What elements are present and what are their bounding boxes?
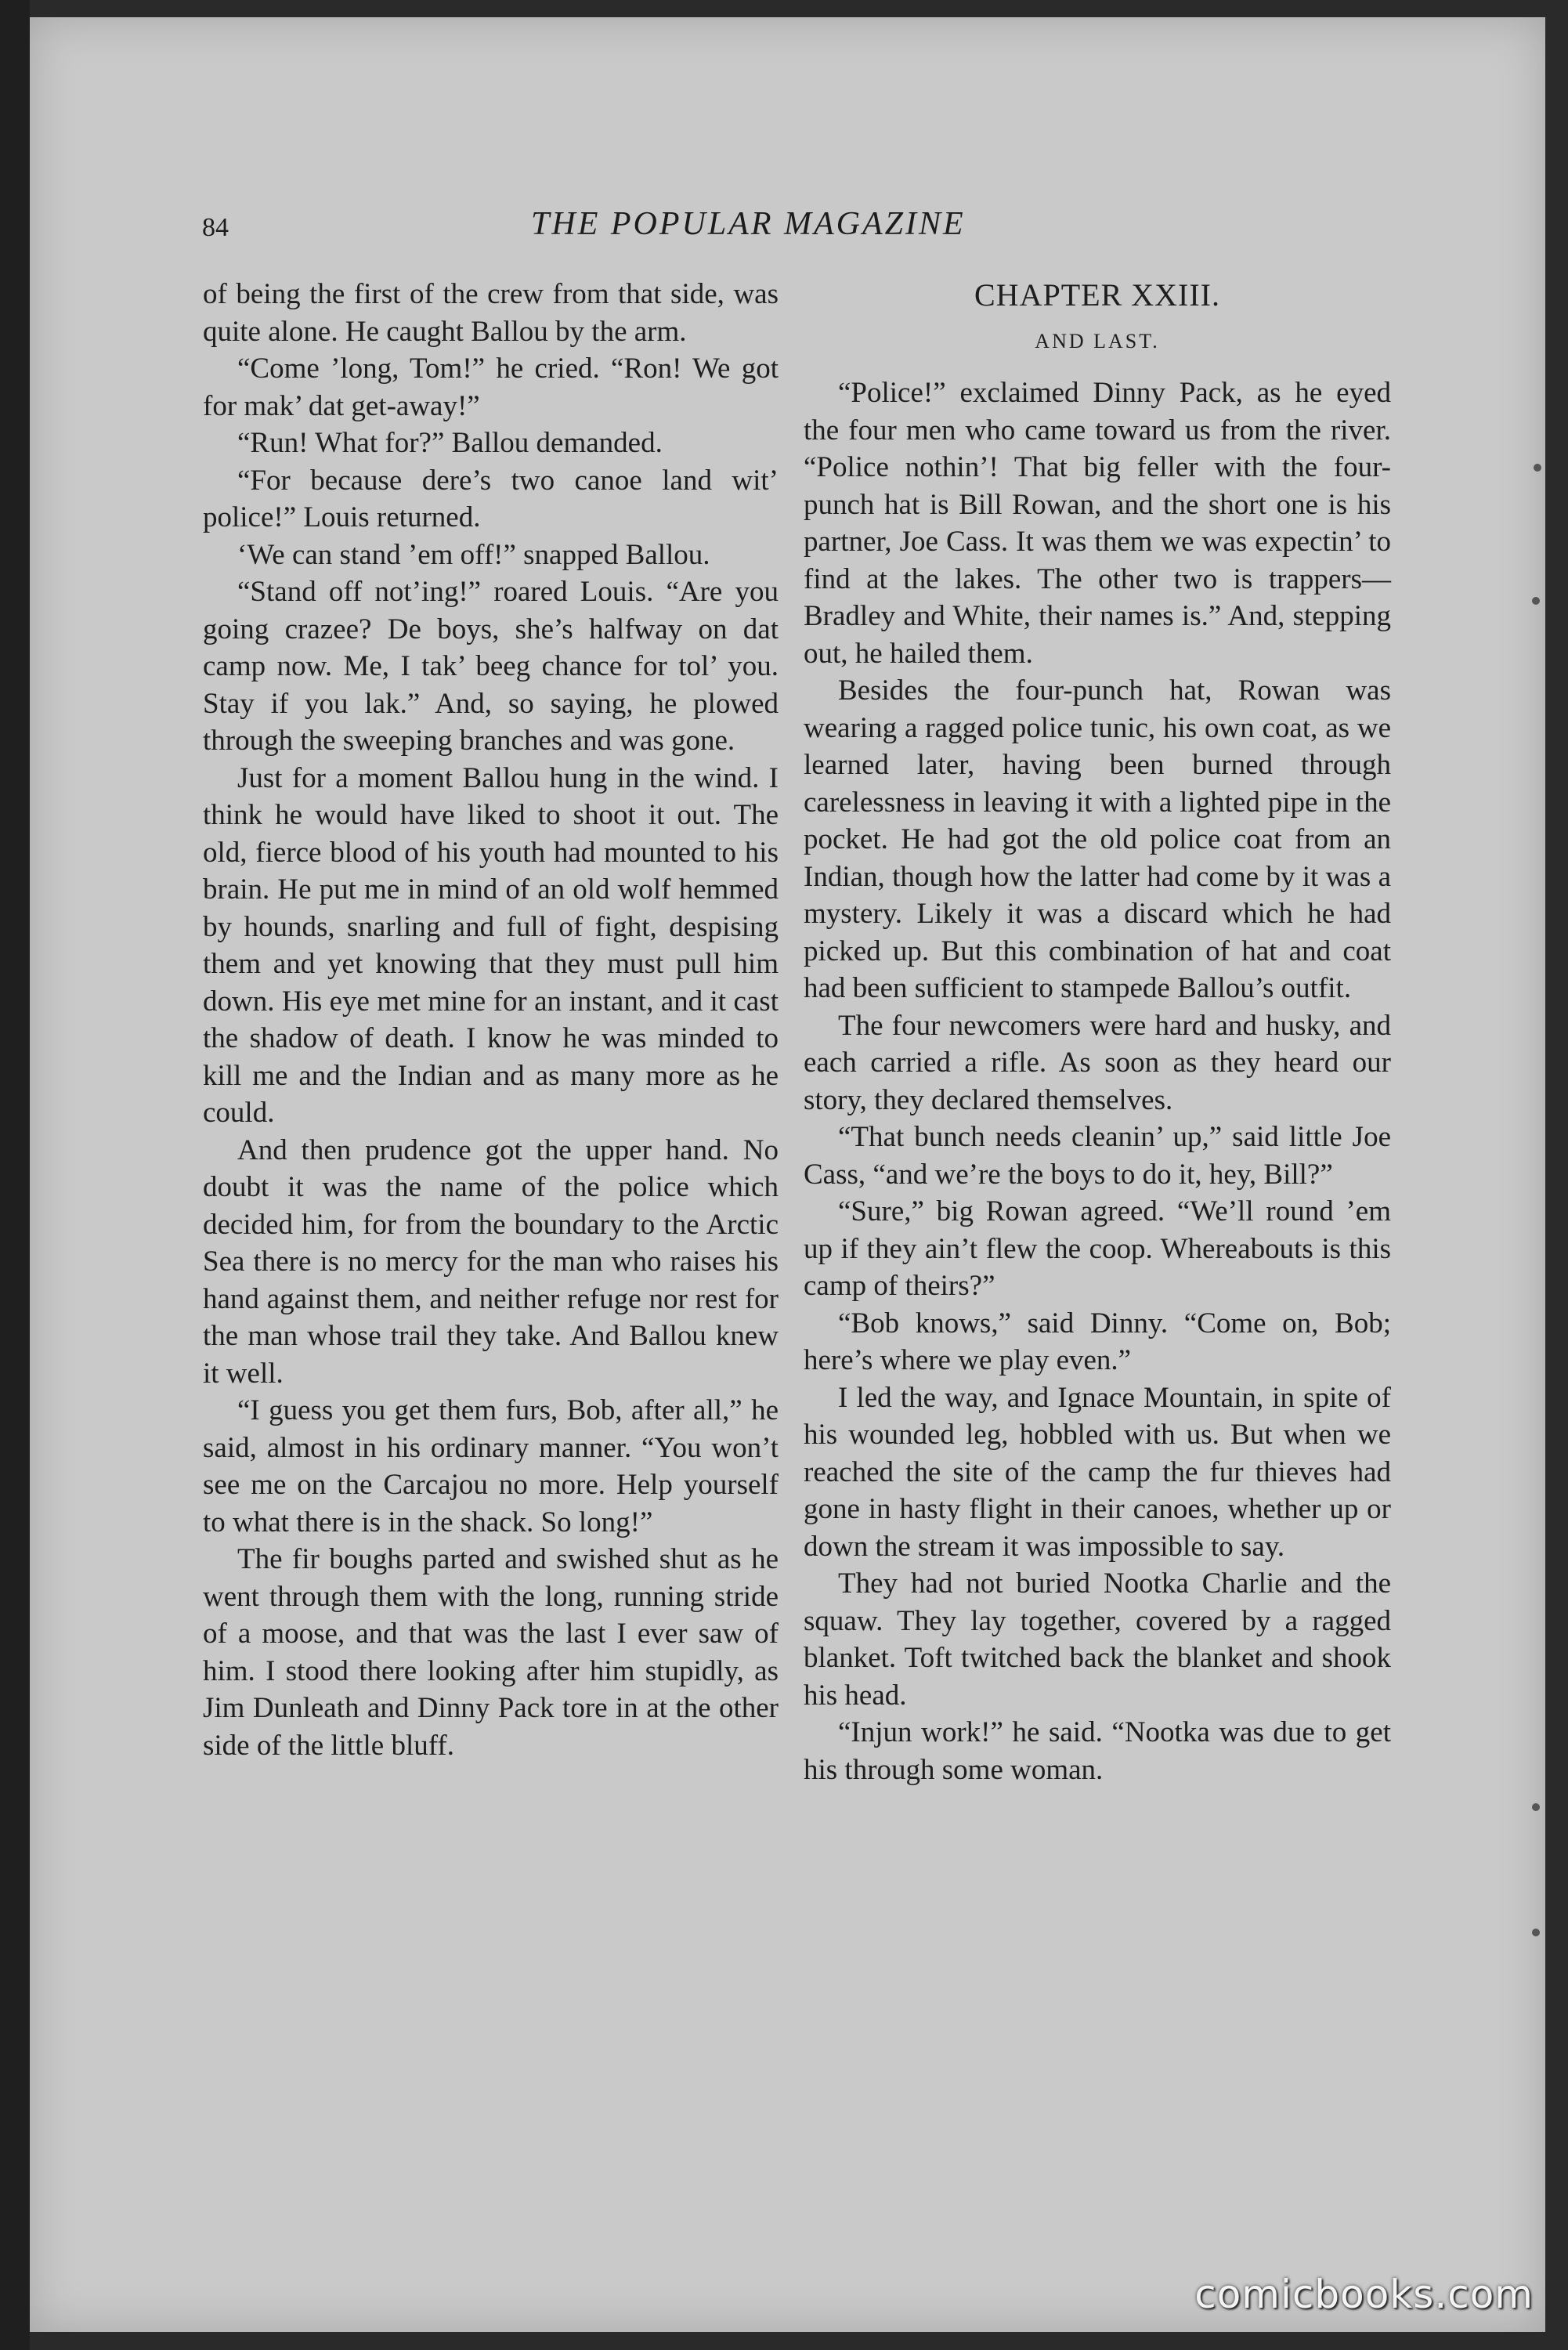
- paragraph: “For because dere’s two canoe land wit’ police!” Louis returned.: [203, 464, 779, 533]
- paragraph: “Sure,” big Rowan agreed. “We’ll round ’em up if they ain’t flew the coop. Whereabouts is this camp of theirs?”: [804, 1195, 1391, 1302]
- page-number: 84: [202, 213, 229, 242]
- paragraph: “Police!” exclaimed Dinny Pack, as he eyed the four men who came toward us from the river. “Police nothin’! That big feller with the four-punch hat is Bill Rowan, and the short one is his partner, Joe Cass. It was them we was expectin’ to find at the lakes. The other two is trappers—Bradley and White, their names is.” And, stepping out, he hailed them.: [804, 377, 1391, 670]
- paragraph: of being the first of the crew from that side, was quite alone. He caught Ballou by the arm.: [203, 278, 779, 348]
- left-column: [203, 276, 779, 1764]
- binding-hole-mark: [1532, 597, 1540, 605]
- chapter-title: CHAPTER XXIII.: [974, 277, 1220, 313]
- paragraph: I led the way, and Ignace Mountain, in spite of his wounded leg, hobbled with us. But when we reached the site of the camp the fur thieves had gone in hasty flight in their canoes, whether up or down the stream it was impossible to say.: [804, 1381, 1391, 1563]
- paragraph: “Bob knows,” said Dinny. “Come on, Bob; here’s where we play even.”: [804, 1307, 1391, 1376]
- paragraph: “That bunch needs cleanin’ up,” said little Joe Cass, “and we’re the boys to do it, hey, Bill?”: [804, 1121, 1391, 1191]
- paragraph: Just for a moment Ballou hung in the wind. I think he would have liked to shoot it out. The old, fierce blood of his youth had mounted to his brain. He put me in mind of an old wolf hemmed by hounds, snarling and full of fight, despising them and yet knowing that they must pull him down. His eye met mine for an instant, and it cast the shadow of death. I know he was minded to kill me and the Indian and as many more as he could.: [203, 761, 779, 1129]
- paragraph: “I guess you get them furs, Bob, after all,” he said, almost in his ordinary manner. “You won’t see me on the Carcajou no more. Help yourself to what there is in the shack. So long!”: [203, 1394, 779, 1538]
- paragraph: The fir boughs parted and swished shut as he went through them with the long, running stride of a moose, and that was the last I ever saw of him. I stood there looking after him stupidly, as Jim Dunleath and Dinny Pack tore in at the other side of the little bluff.: [203, 1543, 779, 1762]
- scan-edge: [0, 0, 30, 2350]
- binding-hole-mark: [1532, 1803, 1540, 1811]
- paragraph: “Stand off not’ing!” roared Louis. “Are you going crazee? De boys, she’s halfway on dat camp now. Me, I tak’ beeg chance for tol’ you. Stay if you lak.” And, so saying, he plowed through the sweeping branches and was gone.: [203, 576, 779, 757]
- paragraph: “Come ’long, Tom!” he cried. “Ron! We got for mak’ dat get-away!”: [203, 352, 779, 422]
- paragraph: “Run! What for?” Ballou demanded.: [237, 427, 663, 459]
- paragraph: “Injun work!” he said. “Nootka was due to get his through some woman.: [804, 1716, 1391, 1786]
- binding-hole-mark: [1534, 464, 1541, 472]
- magazine-page: [30, 17, 1545, 2332]
- paragraph: They had not buried Nootka Charlie and the squaw. They lay together, covered by a ragged blanket. Toft twitched back the blanket and shook his head.: [804, 1567, 1391, 1712]
- running-title: THE POPULAR MAGAZINE: [531, 206, 966, 242]
- paragraph: And then prudence got the upper hand. No doubt it was the name of the police which decided him, for from the boundary to the Arctic Sea there is no mercy for the man who raises his hand against them, and neither refuge nor rest for the man whose trail they take. And Ballou knew it well.: [203, 1133, 779, 1390]
- paragraph: Besides the four-punch hat, Rowan was wearing a ragged police tunic, his own coat, as we learned later, having been burned through carelessness in leaving it with a lighted pipe in the pocket. He had got the old police coat from an Indian, though how the latter had come by it was a mystery. Likely it was a discard which he had picked up. But this combination of hat and coat had been sufficient to stampede Ballou’s outfit.: [804, 674, 1391, 1004]
- binding-hole-mark: [1532, 1929, 1540, 1936]
- paragraph: ‘We can stand ’em off!” snapped Ballou.: [237, 538, 710, 571]
- right-column: [804, 276, 1391, 1788]
- watermark: comicbooks.com: [1194, 2272, 1534, 2317]
- chapter-subtitle: AND LAST.: [1035, 330, 1160, 352]
- paragraph: The four newcomers were hard and husky, and each carried a rifle. As soon as they heard our story, they declared themselves.: [804, 1009, 1391, 1116]
